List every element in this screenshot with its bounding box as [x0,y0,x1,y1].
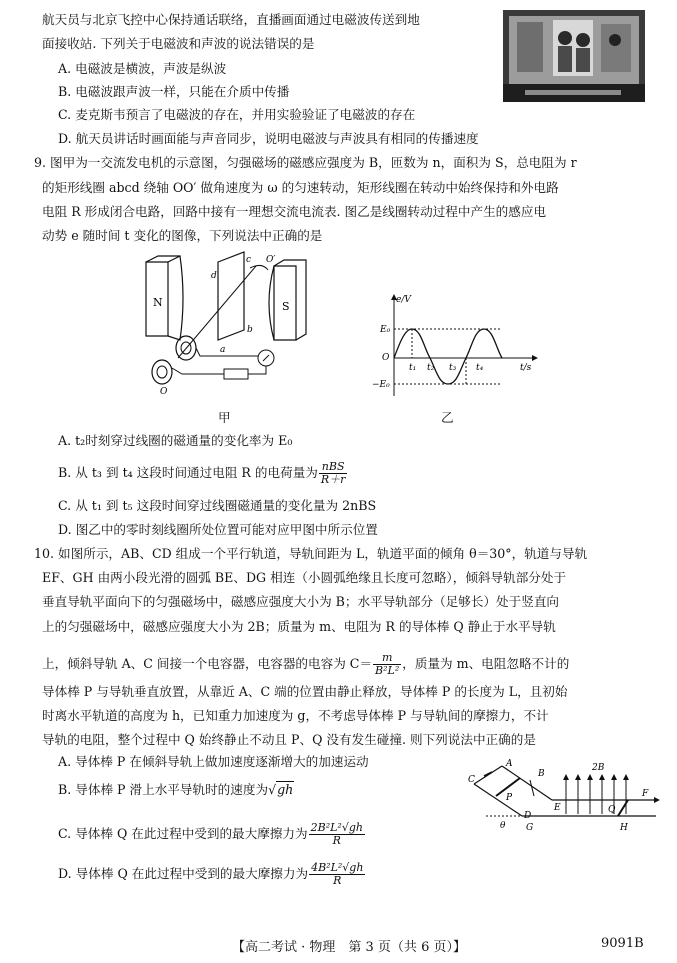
q10-stem-line2: EF、GH 由两小段光滑的圆弧 BE、DG 相连（小圆弧绝缘且长度可忽略），倾斜导轨部分处于 [42,570,567,585]
coil-b-label: b [247,325,253,335]
astronaut-photo [503,10,645,102]
t4-label: t₄ [476,363,484,373]
rail-c-label: C [468,775,475,785]
field-2b-label: 2B [592,763,605,773]
q10-option-c-fraction [309,822,365,847]
rails-diagram [468,756,664,836]
rod-p-label: P [506,793,513,803]
q8-option-c: C. 麦克斯韦预言了电磁波的存在，并用实验验证了电磁波的存在 [58,107,416,122]
figure-jia-caption: 甲 [218,410,231,425]
capacitance-numerator: m [373,652,401,665]
generator-diagram [138,248,310,398]
axis-o-label: O [160,387,168,397]
magnet-n-label: N [153,296,163,309]
rail-h-label: H [620,823,628,833]
angle-theta-label: θ [500,821,506,831]
t2-label: t₂ [427,363,435,373]
capacitance-fraction [373,652,401,677]
q9-option-b-numerator: nBS [319,461,348,474]
q9-stem-line4: 动势 e 随时间 t 变化的图像，下列说法中正确的是 [42,228,323,243]
x-axis-label: t/s [520,363,532,373]
q10-option-c-text: C. 导体棒 Q 在此过程中受到的最大摩擦力为 [58,826,308,841]
q10-option-c-numerator: 2B²L²√gh [310,821,363,834]
t3-label: t₃ [449,363,457,373]
q10-option-b [58,782,294,798]
q9-option-b-denominator: R＋r [320,473,346,486]
axis-o-prime-label: O′ [266,255,276,265]
q10-option-c-denominator: R [332,834,341,847]
emf-time-graph [372,292,542,400]
q9-option-b-text: B. 从 t₃ 到 t₄ 这段时间通过电阻 R 的电荷量为 [58,465,318,480]
q9-option-b [58,461,348,486]
q10-stem-line5-tail: ，质量为 m、电阻忽略不计的 [402,656,570,671]
q10-stem-line8: 导轨的电阻，整个过程中 Q 始终静止不动且 P、Q 没有发生碰撞. 则下列说法中正确的是 [42,732,536,747]
rail-e-label: E [554,803,561,813]
t1-label: t₁ [409,363,417,373]
rail-f-label: F [642,789,649,799]
rail-d-label: D [524,811,532,821]
q10-stem-line3: 垂直导轨平面向下的匀强磁场中，磁感应强度大小为 B；水平导轨部分（足够长）处于竖直向 [42,594,560,609]
q9-stem-line1: 9. 图甲为一交流发电机的示意图，匀强磁场的磁感应强度为 B，匝数为 n，面积为 S，总电阻为 r [34,155,577,170]
q8-stem-line1: 航天员与北京飞控中心保持通话联络，直播画面通过电磁波传送到地 [42,12,420,27]
q9-option-a: A. t₂时刻穿过线圈的磁通量的变化率为 E₀ [58,433,293,448]
q9-option-d: D. 图乙中的零时刻线圈所处位置可能对应甲图中所示位置 [58,522,378,537]
q9-option-b-fraction [319,461,348,486]
exam-code: 9091B [601,936,644,951]
q8-option-d: D. 航天员讲话时画面能与声音同步，说明电磁波与声波具有相同的传播速度 [58,131,479,146]
rail-b-label: B [538,769,545,779]
q10-stem-line4: 上的匀强磁场中，磁感应强度大小为 2B；质量为 m、电阻为 R 的导体棒 Q 静止于水平导轨 [42,619,556,634]
q8-stem-line2: 面接收站. 下列关于电磁波和声波的说法错误的是 [42,36,315,51]
q10-stem-line7: 时离水平轨道的高度为 h，已知重力加速度为 g，不考虑导体棒 P 与导轨间的摩擦力，不计 [42,708,549,723]
q8-option-a: A. 电磁波是横波，声波是纵波 [58,61,227,76]
q10-option-d-denominator: R [333,874,342,887]
coil-c-label: c [246,255,252,265]
coil-d-label: d [211,271,217,281]
q10-option-d-fraction [309,862,365,887]
figure-yi-caption: 乙 [441,410,454,425]
q9-stem-line2: 的矩形线圈 abcd 绕轴 OO′ 做角速度为 ω 的匀速转动，矩形线圈在转动中始终保持和外电路 [42,180,559,195]
rod-q-label: Q [608,805,616,815]
page-footer: 【高二考试 · 物理 第 3 页（共 6 页）】 [232,940,466,955]
q9-stem-line3: 电阻 R 形成闭合电路，回路中接有一理想交流电流表. 图乙是线圈转动过程中产生的感应电 [42,204,547,219]
q10-stem-line5-text: 上，倾斜导轨 A、C 间接一个电容器，电容器的电容为 C＝ [42,656,373,671]
q10-option-d-numerator: 4B²L²√gh [311,861,364,874]
neg-e0-label: −E₀ [372,380,390,390]
q10-stem-line6: 导体棒 P 与导轨垂直放置，从靠近 A、C 端的位置由静止释放，导体棒 P 的长度为 L，且初始 [42,684,568,699]
sqrt-symbol: √ [268,782,277,797]
q10-stem-line1: 10. 如图所示，AB、CD 组成一个平行轨道，导轨间距为 L，轨道平面的倾角 θ＝30°，轨道与导轨 [34,546,588,561]
q9-option-c: C. 从 t₁ 到 t₅ 这段时间穿过线圈磁通量的变化量为 2nBS [58,498,377,513]
q10-option-a: A. 导体棒 P 在倾斜导轨上做加速度逐渐增大的加速运动 [58,754,369,769]
q10-stem-line5 [42,652,569,677]
coil-a-label: a [220,345,226,355]
capacitance-denominator: B²L² [375,664,400,677]
rail-a-label: A [506,759,513,769]
q8-option-b: B. 电磁波跟声波一样，只能在介质中传播 [58,84,290,99]
q10-option-c [58,822,366,847]
e0-label: E₀ [380,325,391,335]
y-axis-label: e/V [396,295,411,305]
q10-option-d [58,862,366,887]
q10-option-d-text: D. 导体棒 Q 在此过程中受到的最大摩擦力为 [58,866,309,881]
q10-option-b-text: B. 导体棒 P 滑上水平导轨时的速度为 [58,782,269,797]
origin-label: O [382,353,390,363]
rail-g-label: G [526,823,534,833]
magnet-s-label: S [282,300,290,313]
q10-option-b-radicand: gh [277,782,294,797]
